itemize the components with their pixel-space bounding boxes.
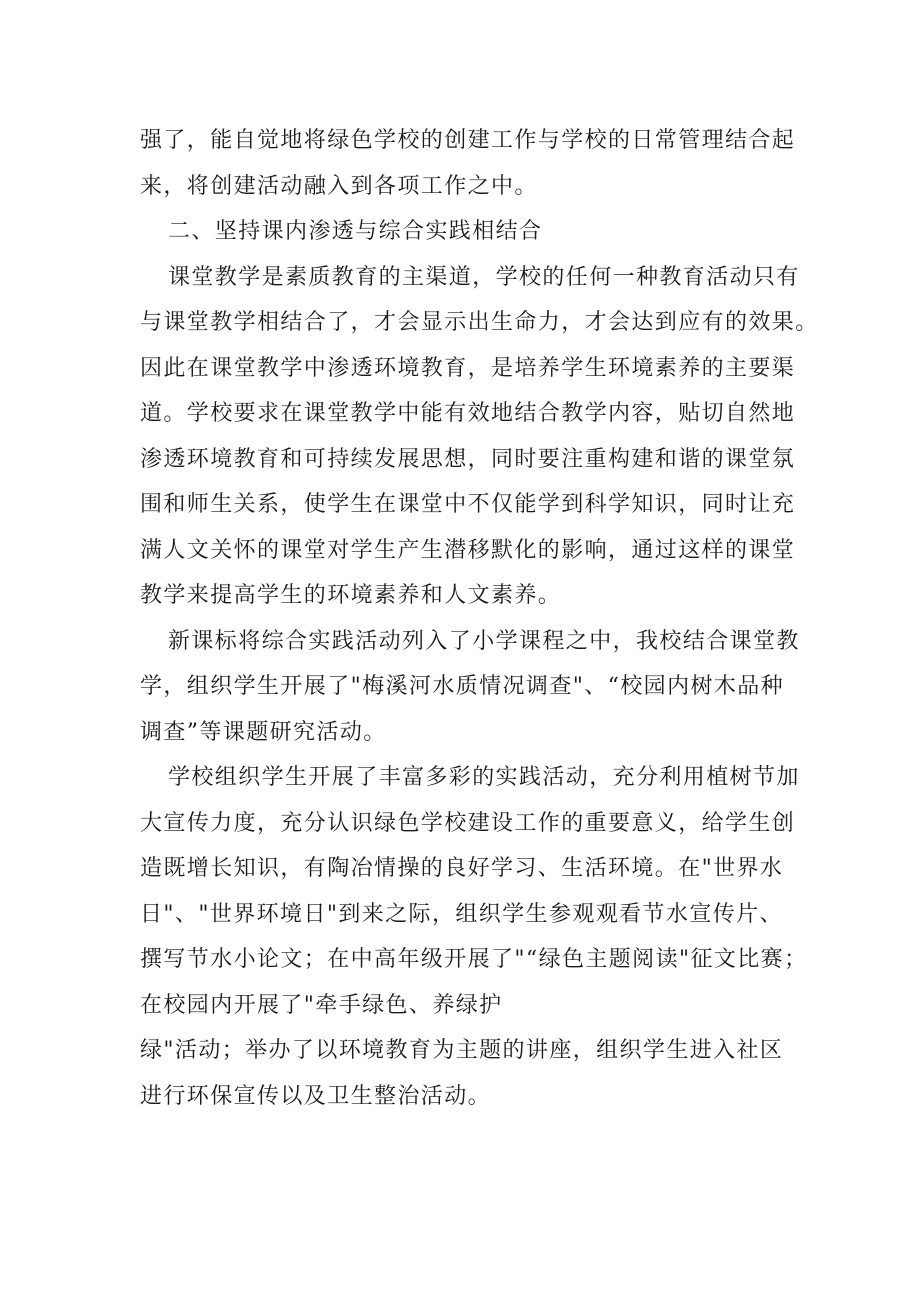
text-line: 渗透环境教育和可持续发展思想，同时要注重构建和谐的课堂氛 bbox=[140, 446, 796, 472]
text-line: 课堂教学是素质教育的主渠道，学校的任何一种教育活动只有 bbox=[168, 264, 800, 290]
text-line: 新课标将综合实践活动列入了小学课程之中，我校结合课堂教 bbox=[168, 628, 800, 654]
document-body bbox=[140, 118, 819, 1119]
text-line: 满人文关怀的课堂对学生产生潜移默化的影响，通过这样的课堂 bbox=[140, 537, 796, 563]
text-line: 因此在课堂教学中渗透环境教育，是培养学生环境素养的主要渠 bbox=[140, 355, 796, 381]
text-line: 学，组织学生开展了"梅溪河水质情况调查"、“校园内树木品种 bbox=[140, 674, 785, 699]
text-line: 进行环保宣传以及卫生整治活动。 bbox=[140, 1083, 492, 1109]
text-line: 教学来提高学生的环境素养和人文素养。 bbox=[140, 583, 562, 608]
text-line: 调查”等课题研究活动。 bbox=[140, 719, 387, 745]
text-line: 日"、"世界环境日"到来之际，组织学生参观观看节水宣传片、 bbox=[140, 901, 783, 927]
text-line: 造既增长知识，有陶冶情操的良好学习、生活环境。在"世界水 bbox=[140, 856, 784, 881]
paragraph-1 bbox=[140, 118, 796, 209]
text-line: 来，将创建活动融入到各项工作之中。 bbox=[140, 173, 538, 199]
text-line: 大宣传力度，充分认识绿色学校建设工作的重要意义，给学生创 bbox=[140, 810, 796, 836]
text-line: 绿"活动；举办了以环境教育为主题的讲座，组织学生进入社区 bbox=[140, 1038, 784, 1063]
text-line: 围和师生关系，使学生在课堂中不仅能学到科学知识，同时让充 bbox=[140, 492, 796, 517]
paragraph-3 bbox=[140, 255, 819, 619]
paragraph-5 bbox=[140, 755, 808, 1119]
text-line: 与课堂教学相结合了，才会显示出生命力，才会达到应有的效果。 bbox=[140, 310, 819, 335]
heading-line: 二、坚持课内渗透与综合实践相结合 bbox=[168, 219, 543, 244]
text-line: 学校组织学生开展了丰富多彩的实践活动，充分利用植树节加 bbox=[168, 765, 800, 790]
section-heading bbox=[140, 209, 785, 255]
text-line: 道。学校要求在课堂教学中能有效地结合教学内容，贴切自然地 bbox=[140, 401, 796, 426]
text-line: 强了，能自觉地将绿色学校的创建工作与学校的日常管理结合起 bbox=[140, 128, 796, 153]
text-line: 在校园内开展了"牵手绿色、养绿护 bbox=[140, 992, 503, 1018]
paragraph-4 bbox=[140, 619, 800, 756]
text-line: 撰写节水小论文；在中高年级开展了"“绿色主题阅读"征文比赛； bbox=[140, 947, 808, 972]
